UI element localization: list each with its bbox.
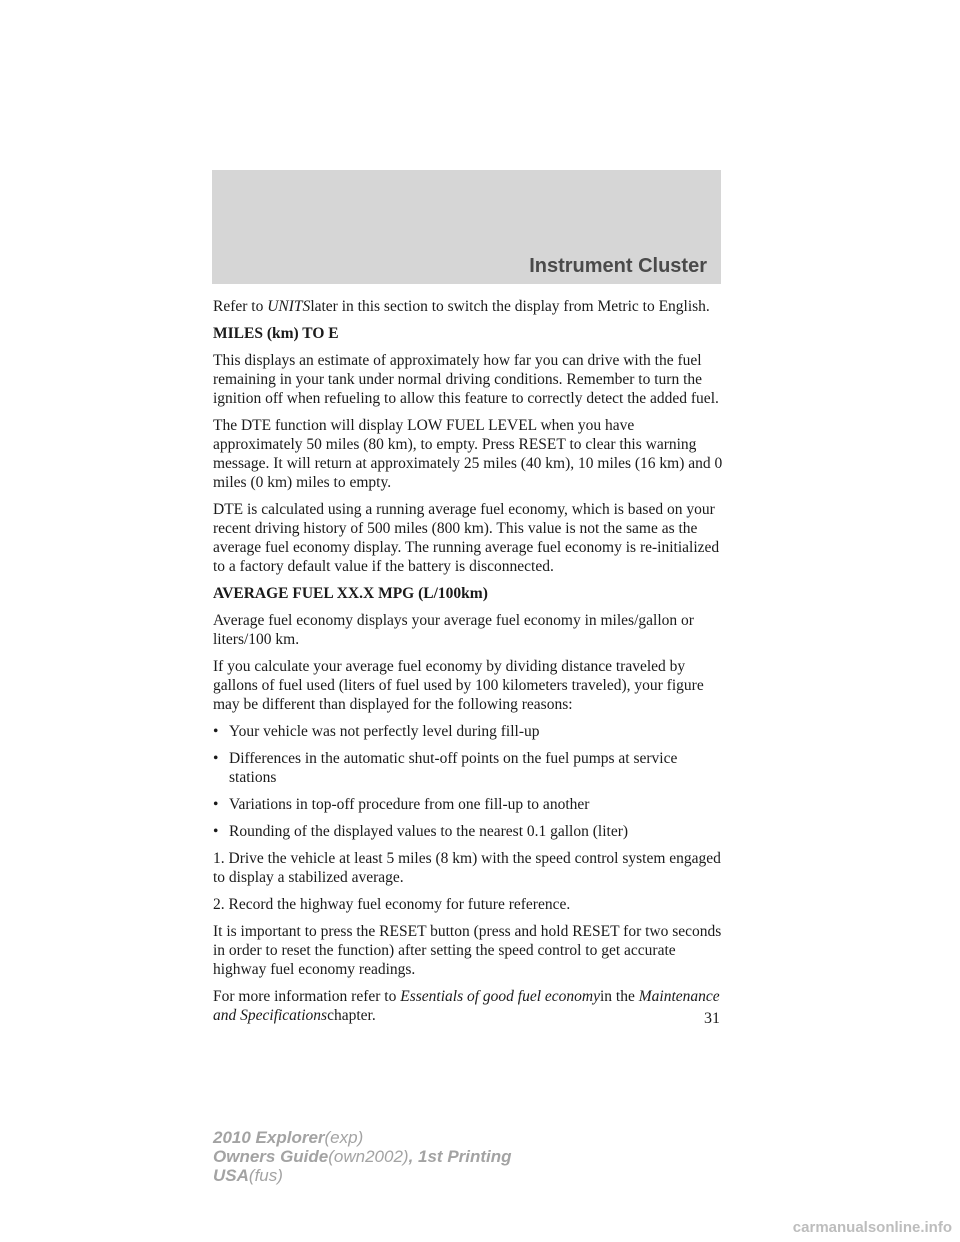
footer-line-1: 2010 Explorer(exp)	[213, 1128, 364, 1147]
section-header-bar	[212, 170, 721, 284]
page-content	[213, 297, 725, 1033]
paragraph-low-fuel: The DTE function will display LOW FUEL LEVEL when you have approximately 50 miles (80 km), to empty. Press RESET to clear this warning message. It will return at approximately 25 miles (40 km), 10 miles (16 km) and 0 miles (0 km) miles to empty.	[213, 417, 723, 491]
list-item: • Your vehicle was not perfectly level during fill-up	[213, 722, 725, 741]
list-item: • Variations in top-off procedure from one fill-up to another	[213, 795, 725, 814]
footer-line-3: USA(fus)	[213, 1166, 283, 1185]
footer-line-2: Owners Guide(own2002), 1st Printing	[213, 1147, 512, 1166]
paragraph-units: Refer to UNITSlater in this section to switch the display from Metric to English.	[213, 298, 710, 315]
list-item: • Rounding of the displayed values to the nearest 0.1 gallon (liter)	[213, 822, 725, 841]
paragraph-reset: It is important to press the RESET button (press and hold RESET for two seconds in order to reset the function) after setting the speed control to get accurate highway fuel economy readings.	[213, 923, 722, 978]
fuel-economy-reference: Essentials of good fuel economy	[400, 988, 600, 1005]
units-reference: UNITS	[267, 298, 311, 315]
paragraph-average-economy: Average fuel economy displays your average fuel economy in miles/gallon or liters/100 km.	[213, 612, 694, 648]
step-2: 2. Record the highway fuel economy for future reference.	[213, 896, 571, 913]
step-1: 1. Drive the vehicle at least 5 miles (8 km) with the speed control system engaged to display a stabilized average.	[213, 850, 721, 886]
paragraph-dte-estimate: This displays an estimate of approximately how far you can drive with the fuel remaining in your tank under normal driving conditions. Remember to turn the ignition off when refueling to allow this feature to correctly detect the added fuel.	[213, 352, 719, 407]
document-footer	[213, 1128, 512, 1185]
paragraph-calculation-reasons: If you calculate your average fuel economy by dividing distance traveled by gallons of fuel used (liters of fuel used by 100 kilometers traveled), your figure may be different than displayed for the following reasons:	[213, 658, 704, 713]
watermark: carmanualsonline.info	[792, 1219, 952, 1236]
maintenance-reference: Maintenance and Specifications	[213, 988, 720, 1024]
section-title: Instrument Cluster	[529, 255, 707, 277]
paragraph-dte-calculation: DTE is calculated using a running average fuel economy, which is based on your recent driving history of 500 miles (800 km). This value is not the same as the average fuel economy display. The running average fuel economy is re-initialized to a factory default value if the battery is disconnected.	[213, 501, 720, 575]
reasons-list	[213, 722, 725, 841]
paragraph-more-info: For more information refer to Essentials of good fuel economyin the Maintenance and Specificationschapter.	[213, 988, 720, 1024]
heading-average-fuel: AVERAGE FUEL XX.X MPG (L/100km)	[213, 585, 488, 602]
heading-miles-to-e: MILES (km) TO E	[213, 325, 339, 342]
page-number: 31	[704, 1010, 720, 1027]
list-item: • Differences in the automatic shut-off points on the fuel pumps at service stations	[213, 749, 725, 787]
